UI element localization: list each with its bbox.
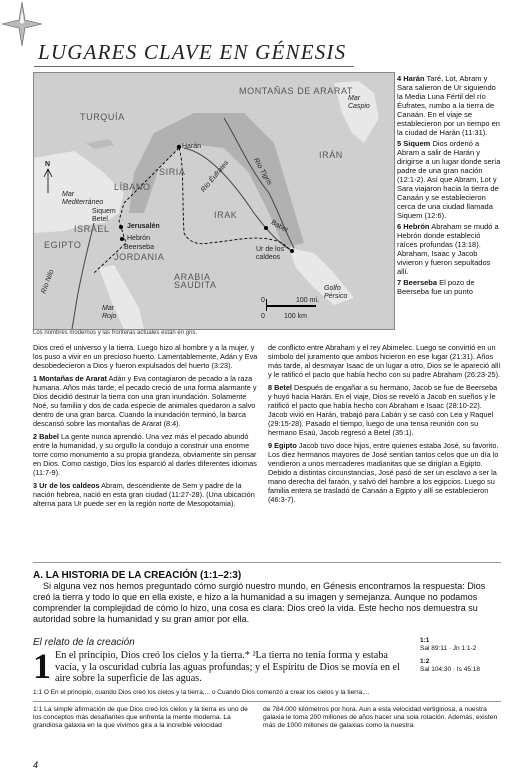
- xref-item: 1:2 Sal 104:30 · Is 45:18: [420, 658, 480, 673]
- location-item: 9 Egipto Jacob tuvo doce hijos, entre quienes estaba José, su favorito. Los diez hermanos mayores de José sentían tantos celos que un día lo vendieron a unos mercaderes madianitas que se dirigían a Egipto. Debido a distintas circunstancias, José pasó de ser un esclavo a ser la mano derecha del faraón, y salvó del hambre a los egipcios. Luego su familia entera se trasladó de Canaán a Egipto y allí se establecieron (46:3-7).: [268, 441, 499, 504]
- continued-paragraph: de conflicto entre Abraham y el rey Abimelec. Luego se convirtió en un símbolo del juramento que ambos hicieron en ese lugar (21:31). Años más tarde, al desmayar Isaac de un lugar a otro, Dios se le apareció allí y le ratificó el pacto que había hecho con su padre Abraham (26:23-25).: [268, 343, 501, 379]
- map-label-caspian: Mar Caspio: [348, 95, 370, 110]
- entry-text: Dios ordenó a Abram a salir de Harán y dirigirse a un lugar donde sería padre de una gran nación (12:1-2). Así que Abram, Lot y Sara viajaron hacia la tierra de Canaán y se establecieron cerca de una ciudad llamada Siquem (12:6).: [397, 139, 501, 220]
- map-caption: Los nombres modernos y las fronteras actuales están en gris.: [33, 330, 198, 336]
- study-note-right: de 784.000 kilómetros por hora. Aun a esta velocidad vertiginosa, a nuestra galaxia le toma 200 millones de años hacer una sola rotación. Además, existen más de 1000 millones de galaxias como la nuestra.: [263, 706, 498, 729]
- map-label-med: Mar Mediterráneo: [62, 191, 104, 206]
- map-label-ararat: MONTAÑAS DE ARARAT: [239, 86, 353, 96]
- map-label-iran: IRÁN: [319, 150, 343, 160]
- location-item: 8 Betel Después de engañar a su hermano, Jacob se fue de Beerseba y huyó hacia Harán. En el viaje, Dios se reveló a Jacob en sueños y le ratificó el pacto que había hecho con Abraham e Isaac (28:10-22). Jacob vivió en Harán, trabajó para Labán y se casó con Lea y Raquel (29:15-28). Pasado el tiempo, luego de una tensa reunión con su hermano Esaú, Jacob regresó a Betel (35:1).: [268, 383, 498, 437]
- entry-name: Beerseba: [403, 278, 438, 287]
- location-item: 2 Babel La gente nunca aprendió. Una vez más el pecado abundó entre la humanidad, y su orgullo la condujo a construir una enorme torre como monumento a su propia grandeza, obviamente sin pensar en Dios. Como castigo, Dios los esparció al darles diferentes idiomas (11:7-9).: [33, 432, 257, 477]
- map-label-hebron: Hebrón: [127, 235, 150, 242]
- entry-text: Taré, Lot, Abram y Sara salieron de Ur siguiendo la Media Luna Fértil del río Éufrates, rumbo a la tierra de Canaán. En el viaje se establecieron por un tiempo en la ciudad de Harán (11:31).: [397, 74, 500, 137]
- map-label-egypt: EGIPTO: [44, 240, 82, 250]
- map-label-shechem: Siquem: [92, 208, 116, 215]
- map-label-euphrates: Río Éufrates: [199, 159, 231, 194]
- entry-name: Harán: [403, 74, 425, 83]
- text-column-2: [268, 343, 501, 508]
- entry-name: Siquem: [403, 139, 431, 148]
- map-label-israel: ISRAEL: [74, 224, 110, 234]
- map-label-beersheba: Beerseba: [124, 244, 154, 251]
- entry-number: 5: [397, 139, 402, 148]
- map-label-turkey: TURQUÍA: [80, 112, 125, 122]
- notes-divider: [33, 701, 501, 702]
- map-label-haran: Harán: [182, 143, 202, 150]
- section-title: A. LA HISTORIA DE LA CREACIÓN (1:1–2:3): [33, 570, 242, 581]
- map-label-iraq: IRAK: [214, 210, 238, 220]
- study-note-left: 1:1 La simple afirmación de que Dios creó los cielos y la tierra es uno de los conceptos más desafiantes que enfrenta la mente moderna. La grandiosa galaxia en la que vivimos gira a la increíble velocidad: [33, 706, 248, 729]
- map-label-tigris: Río Tigris: [251, 157, 273, 187]
- xref-item: 1:1 Sal 89:11 · Jn 1:1-2: [420, 637, 477, 652]
- map-label-babel: Babel: [269, 219, 289, 235]
- verse-text: En el principio, Dios creó los cielos y la tierra.* ²La tierra no tenía forma y estaba vacía, y la oscuridad cubría las aguas profundas; y el Espíritu de Dios se movía en el aire sobre la superficie de las aguas.: [55, 650, 400, 684]
- map-label-bethel: Betel: [92, 216, 108, 223]
- cross-references: [420, 637, 502, 673]
- location-item: 1 Montañas de Ararat Adán y Eva contagiaron de pecado a la raza humana. Años más tarde, el pecado creció de una forma alarmante y Dios decidió destruir la tierra con una gran inundación. Solamente Noé, su familia y dos de cada especie de animales quedaron a salvo dentro de una gran barca. Cuando la inundación terminó, la barca descansó sobre las montañas de Ararat (8:4).: [33, 374, 257, 428]
- sidebar-entry: [397, 139, 501, 220]
- map-label-ur: Ur de los caldeos: [256, 246, 285, 261]
- entry-number: 4: [397, 74, 402, 83]
- map-label-syria: SIRIA: [159, 167, 186, 177]
- map-label-lebanon: LÍBANO: [114, 182, 151, 192]
- north-label: N: [45, 161, 51, 168]
- subheading: El relato de la creación: [33, 637, 135, 648]
- intro-paragraph: Dios creó el universo y la tierra. Luego hizo al hombre y a la mujer, y los puso a vivir en un precioso huerto. Lamentablemente, Adán y Eva desobedecieron a Dios y fueron expulsados del huerto (3:23).: [33, 343, 258, 370]
- location-item: 3 Ur de los caldeos Abram, descendiente de Sem y padre de la nación hebrea, nació en esta gran ciudad (11:27-28). (Una ubicación alterna para Ur puede ser en la región norte de Mesopotamia).: [33, 481, 255, 508]
- map-label-jordan: JORDANIA: [114, 252, 165, 262]
- translation-footnote: 1:1 O En el principio, cuando Dios creó los cielos y la tierra,... o Cuando Dios comenzó a crear los cielos y la tierra,...: [33, 689, 370, 696]
- sidebar-entry: [397, 74, 501, 137]
- entry-text: Abraham se mudó a Hebrón donde estableció raíces profundas (13:18). Abraham, Isaac y Jacob vivieron y fueron sepultados allí.: [397, 222, 499, 276]
- scale-zero-mi: 0: [261, 297, 265, 304]
- entry-name: Hebrón: [403, 222, 430, 231]
- scale-mi: 100 mi.: [296, 297, 319, 304]
- map-label-nile: Río Nilo: [40, 268, 56, 295]
- entry-text: El pozo de Beerseba fue un punto: [397, 278, 475, 296]
- map-label-arabia: ARABIA SAUDITA: [174, 272, 217, 290]
- map-label-gulf: Golfo Pérsico: [324, 285, 348, 300]
- section-divider: [33, 562, 501, 563]
- map-label-red: Mar Rojo: [102, 305, 117, 320]
- scale-km: 100 km: [284, 313, 307, 320]
- scale-zero-km: 0: [261, 313, 265, 320]
- scripture-text: [33, 646, 405, 686]
- page-number: 4: [33, 760, 39, 770]
- section-intro: Si alguna vez nos hemos preguntado cómo surgió nuestro mundo, en Génesis encontramos la respuesta: Dios creó la tierra y todo lo que en ella existe, e hizo a la humanidad a su imagen y semejanza. Aunque no podamos comprender la complejidad de cómo lo hizo, una cosa es clara: Dios creó la vida. Este hecho nos demuestra su autoridad sobre la humanidad y su gran amor por ella.: [33, 581, 486, 624]
- map: [33, 72, 395, 330]
- map-label-jerusalem: Jerusalén: [127, 223, 160, 230]
- entry-number: 7: [397, 278, 402, 287]
- page-title: LUGARES CLAVE EN GÉNESIS: [38, 40, 347, 64]
- text-column-1: [33, 343, 263, 512]
- sidebar-locations: [397, 74, 501, 298]
- title-rule: [34, 66, 354, 67]
- entry-number: 6: [397, 222, 402, 231]
- sidebar-entry: [397, 222, 501, 276]
- compass-star-icon: [2, 2, 42, 46]
- sidebar-entry: [397, 278, 501, 296]
- chapter-number: 1: [33, 646, 51, 686]
